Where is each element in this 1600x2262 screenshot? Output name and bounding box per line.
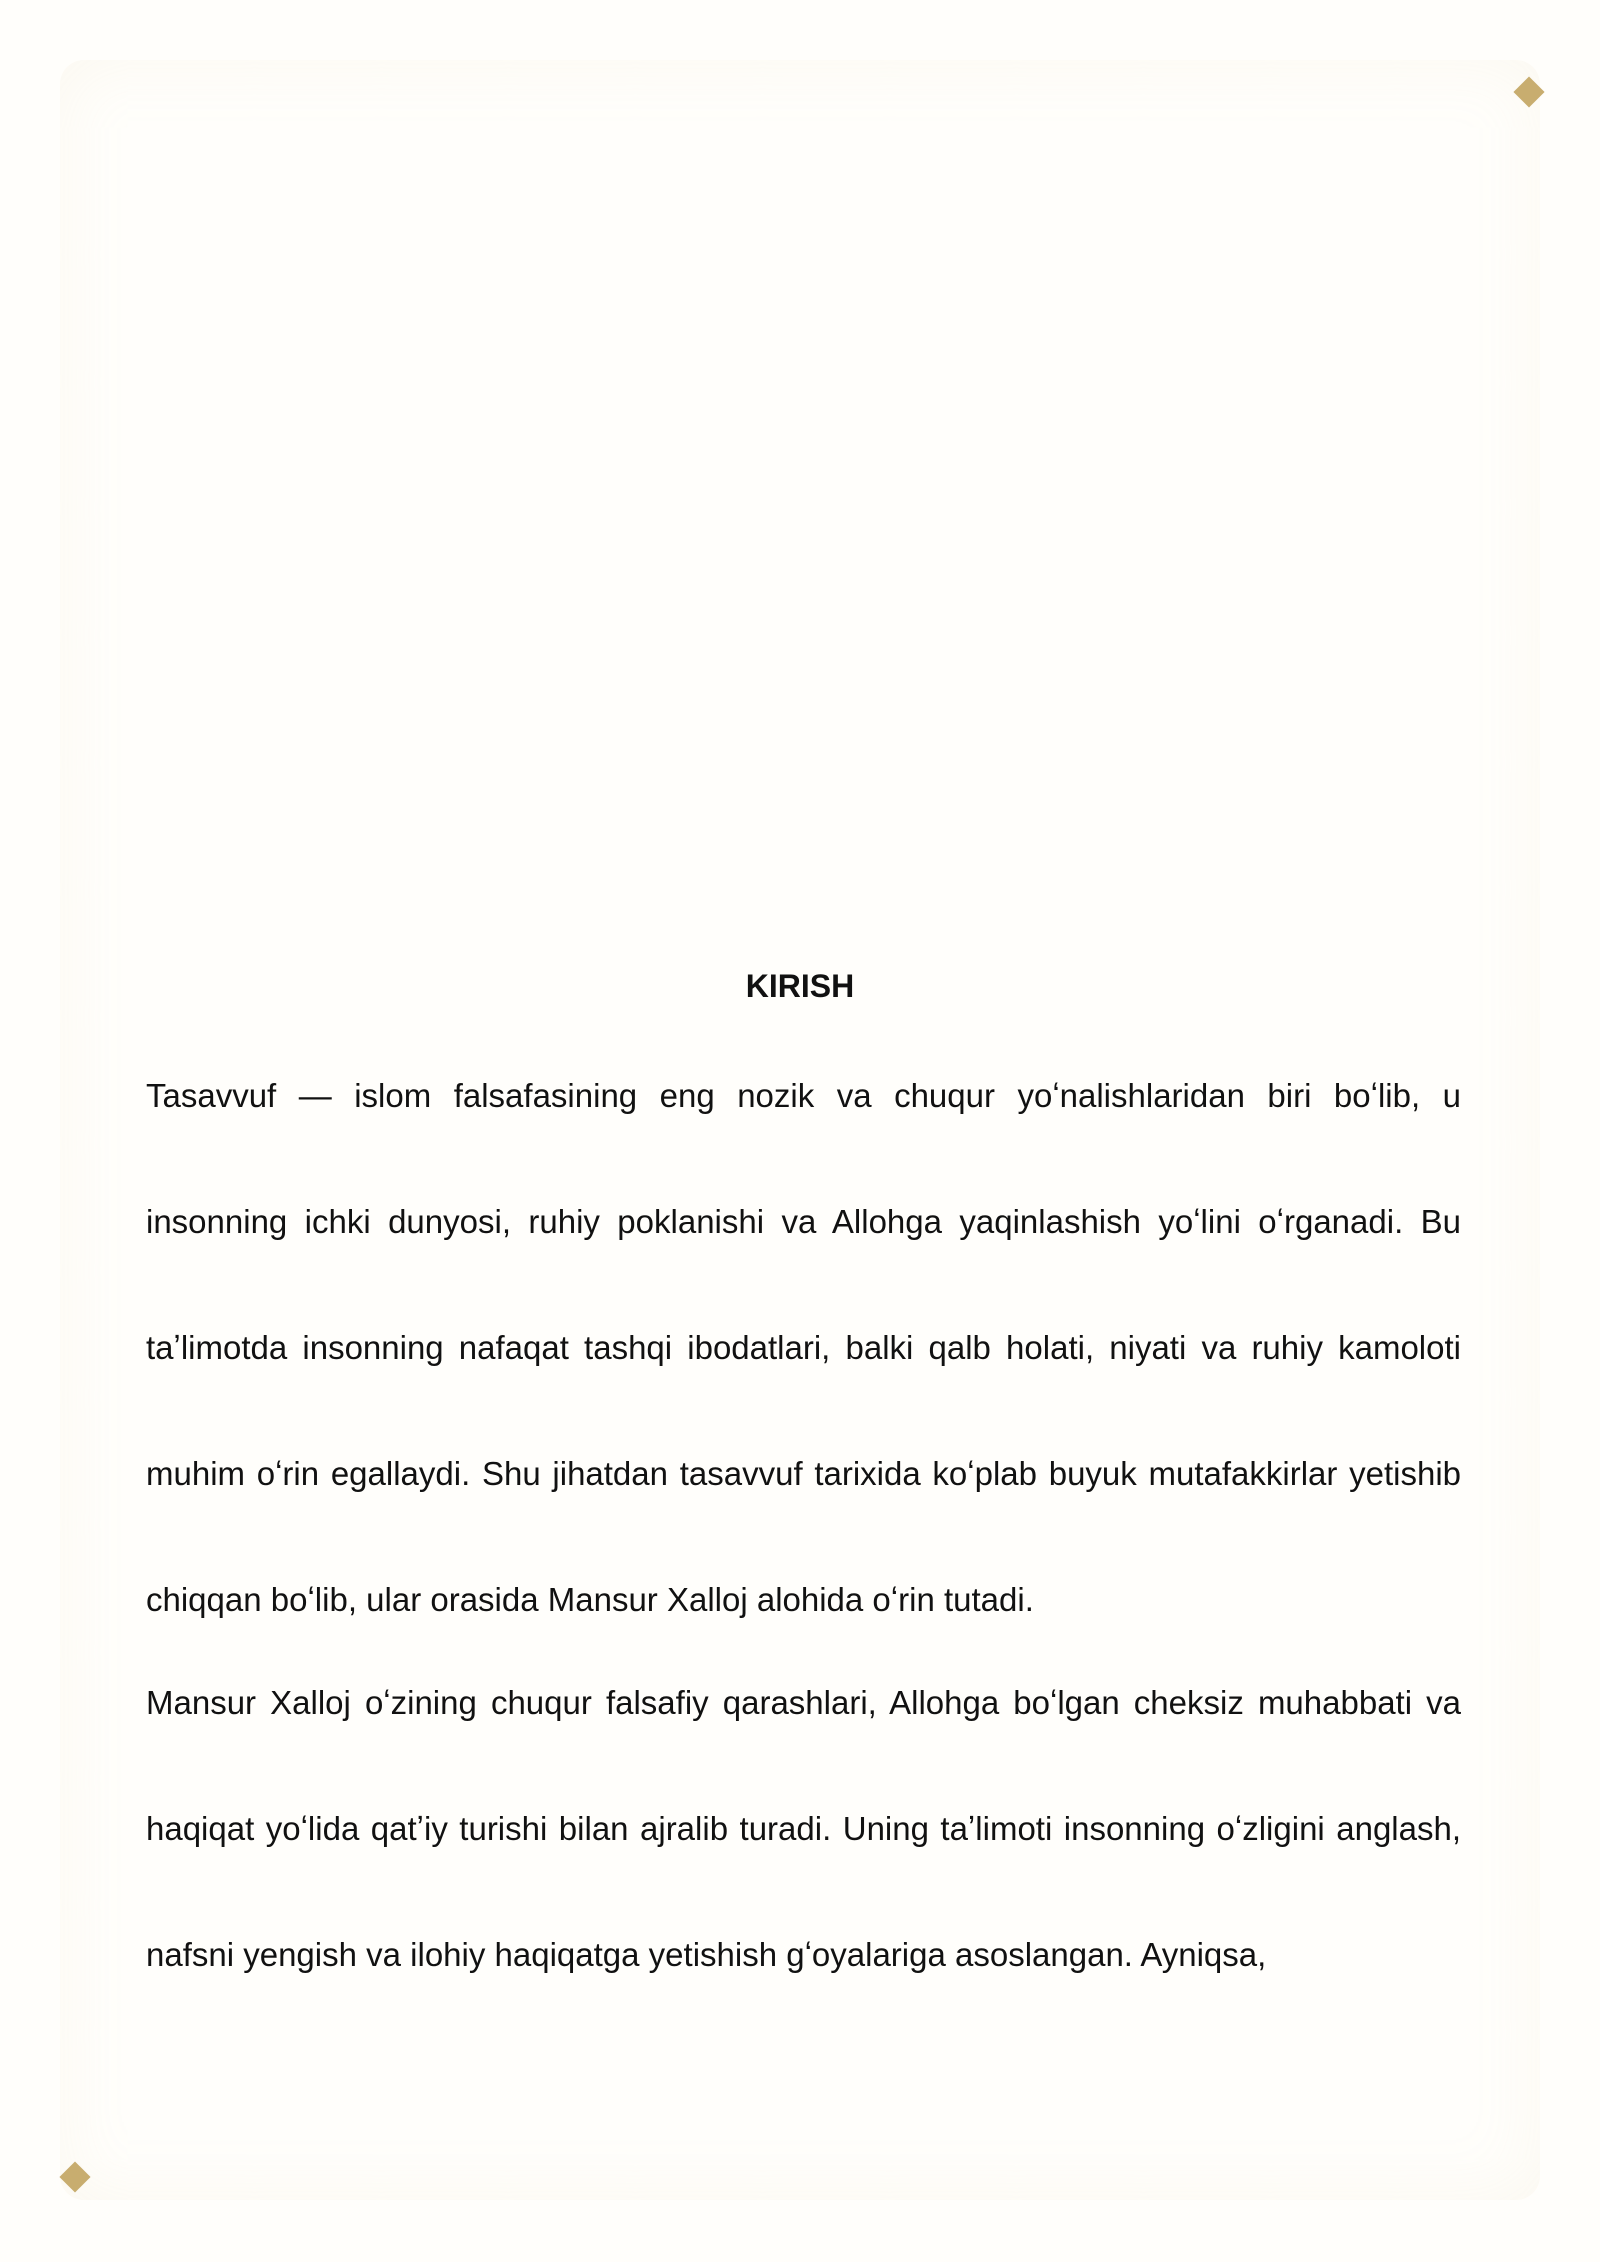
- paragraph: Mansur Xalloj oʻzining chuqur falsafiy qarashlari, Allohga boʻlgan cheksiz muhabbati va haqiqat yoʻlida qatʼiy turishi bilan ajralib turadi. Uning taʼlimoti insonning oʻzligini anglash, nafsni yengish va ilohiy haqiqatga yetishish gʻoyalariga asoslangan. Ayniqsa,: [146, 1684, 1461, 1973]
- page-title: KIRISH: [745, 968, 855, 1004]
- paragraph: Tasavvuf — islom falsafasining eng nozik va chuqur yoʻnalishlaridan biri boʻlib, u insonning ichki dunyosi, ruhiy poklanishi va Allohga yaqinlashish yoʻlini oʻrganadi. Bu taʼlimotda insonning nafaqat tashqi ibodatlari, balki qalb holati, niyati va ruhiy kamoloti muhim oʻrin egallaydi. Shu jihatdan tasavvuf tarixida koʻplab buyuk mutafakkirlar yetishib chiqqan boʻlib, ular orasida Mansur Xalloj alohida oʻrin tutadi.: [146, 1077, 1461, 1618]
